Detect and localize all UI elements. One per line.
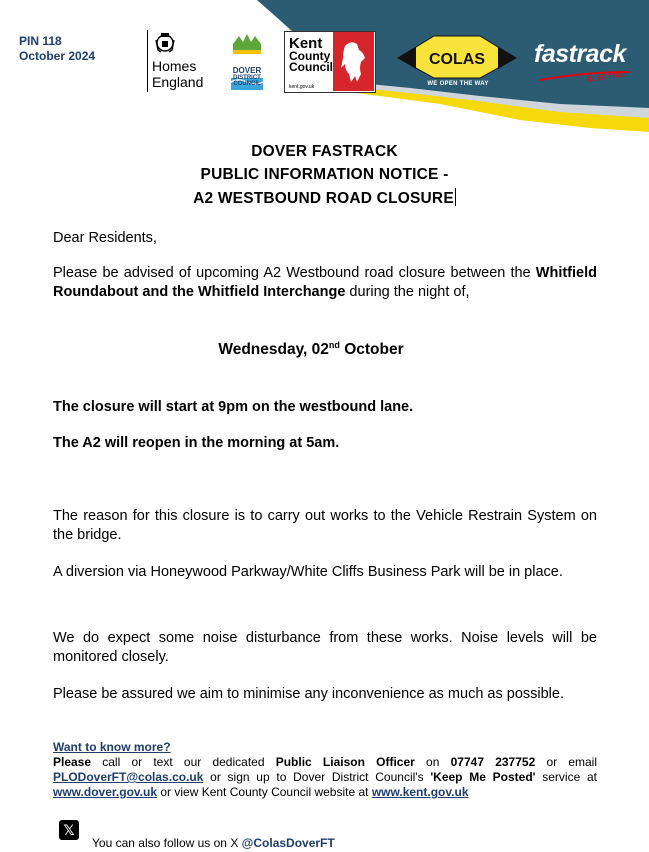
fastrack-electric: ELECTRIC	[586, 71, 627, 84]
contact-please: Please	[53, 755, 92, 769]
dover-line3: COUNCIL	[233, 81, 261, 87]
notice-title-line2: PUBLIC INFORMATION NOTICE -	[200, 166, 449, 183]
pin-label	[19, 34, 95, 64]
diversion-info: A diversion via Honeywood Parkway/White Cliffs Business Park will be in place.	[53, 564, 563, 580]
contact-t3: or email	[535, 755, 598, 769]
keep-me-posted: 'Keep Me Posted'	[430, 770, 536, 784]
pin-number: PIN 118	[19, 34, 62, 48]
closure-date	[0, 340, 622, 359]
kent-council-name	[289, 36, 333, 73]
dover-council-name	[222, 67, 272, 87]
notice-title-line1: DOVER FASTRACK	[251, 143, 398, 160]
noise-info: We do expect some noise disturbance from these works. Noise levels will be monitored closely.	[53, 630, 597, 665]
contact-t2: on	[414, 755, 451, 769]
text-cursor	[455, 188, 456, 206]
contact-phone[interactable]: 07747 237752	[450, 755, 536, 769]
intro-pre: Please be advised of upcoming A2 Westbound road closure between the	[53, 265, 536, 281]
want-to-know-more-link[interactable]: Want to know more?	[53, 740, 171, 754]
contact-role: Public Liaison Officer	[275, 755, 415, 769]
fastrack-logo: fastrack	[534, 40, 626, 68]
dover-website-link[interactable]: www.dover.gov.uk	[53, 785, 158, 799]
homes-england-line2: England	[152, 74, 204, 90]
homes-england-divider	[147, 30, 148, 92]
homes-england-logo	[152, 58, 203, 90]
reopen-time: The A2 will reopen in the morning at 5am.	[53, 435, 340, 451]
dover-line1: DOVER	[232, 66, 262, 75]
assurance-info: Please be assured we aim to minimise any inconvenience as much as possible.	[53, 686, 564, 702]
intro-location: Whitfield Roundabout and the Whitfield Interchange	[53, 265, 597, 300]
closure-reason: The reason for this closure is to carry out works to the Vehicle Restrain System on the bridge.	[53, 508, 597, 543]
notice-title-line3	[0, 187, 649, 210]
title-line3-text: A2 WESTBOUND ROAD CLOSURE	[193, 190, 454, 207]
closure-start: The closure will start at 9pm on the westbound lane.	[53, 399, 414, 415]
pin-date: October 2024	[19, 49, 96, 63]
kent-horse-icon	[337, 38, 371, 86]
date-suffix: nd	[328, 340, 340, 350]
contact-t4: or sign up to Dover District Council's	[203, 770, 431, 784]
greeting: Dear Residents,	[53, 230, 157, 246]
kent-line1: Kent	[289, 35, 323, 52]
follow-pre: You can also follow us on X	[92, 836, 242, 850]
intro-post: during the night of,	[345, 284, 470, 300]
contact-t5: service at	[535, 770, 598, 784]
homes-england-line1: Homes	[152, 58, 197, 74]
kent-line3: Council	[289, 60, 333, 74]
email-link[interactable]: PLODoverFT@colas.co.uk	[53, 770, 204, 784]
follow-line	[92, 836, 335, 851]
x-logo-icon[interactable]: 𝕏	[59, 820, 79, 840]
kent-line2: County	[289, 49, 331, 63]
kent-website-link[interactable]: www.kent.gov.uk	[371, 785, 469, 799]
date-main: Wednesday, 02	[218, 341, 329, 358]
x-handle-link[interactable]: @ColasDoverFT	[241, 836, 335, 850]
colas-wordmark: COLAS	[429, 51, 485, 68]
contact-t1: call or text our dedicated	[91, 755, 276, 769]
kent-logo-url: kent.gov.uk	[289, 84, 315, 90]
colas-tagline: WE OPEN THE WAY	[427, 81, 489, 87]
intro-paragraph	[53, 264, 597, 302]
royal-crest-icon	[152, 30, 178, 56]
date-month: October	[339, 341, 404, 358]
contact-t6: or view Kent County Council website at	[157, 785, 372, 799]
contact-paragraph	[53, 755, 597, 800]
dover-line2: DISTRICT	[233, 75, 261, 81]
